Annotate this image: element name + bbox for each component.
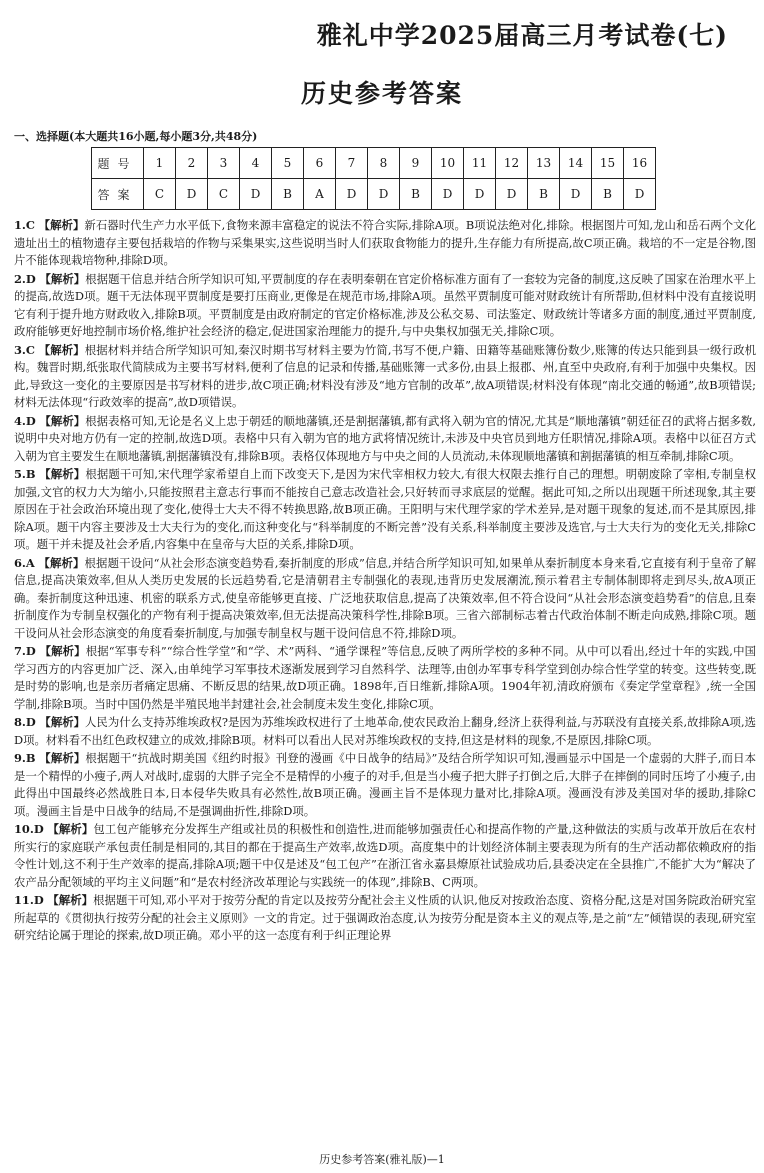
answer-table-number-row [92,148,656,179]
answer-item [14,892,756,945]
answer-cell: C [208,179,240,210]
answer-item [14,750,756,820]
answer-item [14,466,756,554]
question-number-cell: 6 [304,148,336,179]
answer-item [14,555,756,643]
answer-cell: B [272,179,304,210]
analysis-tag: 【解析】 [38,218,85,232]
analysis-tag: 【解析】 [39,413,86,428]
answer-item [14,217,756,270]
answer-item-text: 新石器时代生产力水平低下,食物来源丰富稳定的说法不符合实际,排除A项。B项说法绝对化,排除。根据图片可知,龙山和岳石两个文化遗址出土的植物遗存主要包括栽培的作物与采集果实,这些说明当时人们获取食物能力的提升,生存能力有所提高,故C项正确。栽培的不一定是谷物,图片不能体现栽培物种,排除D项。 [14,218,756,267]
question-number-cell: 9 [400,148,432,179]
question-number-cell: 15 [592,148,624,179]
question-number-cell: 5 [272,148,304,179]
answer-item-number: 6.A [14,555,35,570]
answer-cell: D [336,179,368,210]
answer-item [14,271,756,341]
answer-item-number: 10.D [14,822,44,836]
analysis-tag: 【解析】 [38,555,85,570]
answer-cell: D [464,179,496,210]
answer-item-number: 8.D [14,715,36,729]
answer-item [14,413,756,466]
answer-cell: D [176,179,208,210]
answer-item-text: 包工包产能够充分发挥生产组或社员的积极性和创造性,进而能够加强责任心和提高作物的产量,这种做法的实质与改革开放后在农村所实行的家庭联产承包责任制是相同的,其目的都在于提高生产效率,故选D项。高度集中的计划经济体制主要表现为所有的生产活动都依赖政府的指令性计划,这不利于生产效率的提高,排除A项;题干中仅是述及“包工包产”在浙江省永嘉县燎原社试验成功后,县委决定在全县推广,不能扩大为“解决了农产品分配领域的平均主义问题”和“是农村经济改革理论与实践统一的体现”,排除B、C两项。 [14,822,756,889]
question-number-cell: 13 [528,148,560,179]
answer-cell: B [400,179,432,210]
answer-item-text: 人民为什么支持苏维埃政权?是因为苏维埃政权进行了土地革命,使农民政治上翻身,经济上获得利益,与苏联没有直接关系,故排除A项,选D项。材料看不出红色政权建立的成效,排除B项。材料可以看出人民对苏维埃政权的支持,但这是材料的现象,不是原因,排除C项。 [14,715,756,747]
answer-explanations [14,217,756,946]
analysis-tag: 【解析】 [38,342,85,357]
analysis-tag: 【解析】 [39,751,86,765]
answer-item-number: 11.D [14,893,44,907]
answer-item-text: 根据表格可知,无论是名义上忠于朝廷的顺地藩镇,还是割据藩镇,都有武将入朝为官的情况,尤其是“顺地藩镇”朝廷征召的武将占据多数,说明中央对地方仍有一定的控制,故选D项。表格中只有入朝为官的地方武将情况统计,未涉及中央官员到地方任职情况,排除A项。表格中以征召方式入朝为官主要发生在顺地藩镇,割据藩镇没有,排除B项。表格仅体现地方与中央之间的人员流动,未体现顺地藩镇和割据藩镇的相互牵制,排除C项。 [14,413,756,463]
analysis-tag: 【解析】 [47,822,94,836]
school-title: 雅礼中学2025届高三月考试卷(七) [316,21,728,50]
answer-item-text: 根据“军事专科”“综合性学堂”和“学、术”两科、“通学课程”等信息,反映了两所学校的多种不同。从中可以看出,经过十年的实践,中国学习西方的内容更加广泛、深入,由单纯学习军事技术逐渐发展到学习自然科学、法理等,由创办军事专科学堂到创办综合性学堂的转变。这些转变,既是时势的影响,也是亲历者痛定思痛、不断反思的结果,故D项正确。1898年,百日维新,排除A项。1904年初,清政府颁布《奏定学堂章程》,统一全国学制,排除B项。当时中国仍然是半殖民地半封建社会,社会制度未发生变化,排除C项。 [14,644,756,711]
answer-cell: D [432,179,464,210]
answer-item [14,821,756,891]
answer-cell: D [496,179,528,210]
question-number-cell: 3 [208,148,240,179]
question-number-cell: 8 [368,148,400,179]
answer-item-number: 9.B [14,751,36,765]
answer-cell: C [144,179,176,210]
answer-item-number: 4.D [14,413,36,428]
analysis-tag: 【解析】 [39,644,86,658]
question-number-cell: 1 [144,148,176,179]
question-number-cell: 14 [560,148,592,179]
question-number-cell: 7 [336,148,368,179]
answer-item-text: 根据题干信息并结合所学知识可知,平贾制度的存在表明秦朝在官定价格标准方面有了一套较为完备的制度,这反映了国家在治理水平上的提高,故选D项。题干无法体现平贾制度是要打压商业,更像是在规范市场,排除A项。虽然平贾制度可能对财政统计有所帮助,但材料中没有直接说明它有利于提升地方财政收入,排除B项。平贾制度是由政府制定的官定价格标准,涉及公私交易、司法鉴定、财政统计等诸多方面的制度,通过平贾制度,政府能够更好地控制市场价格,维护社会经济的稳定,促进国家治理能力的提升,与中央集权加强无关,排除C项。 [14,271,756,338]
answer-item [14,714,756,749]
answer-cell: D [368,179,400,210]
answer-cell: D [560,179,592,210]
answer-item-number: 3.C [14,342,35,357]
analysis-tag: 【解析】 [47,893,94,907]
answer-item-number: 2.D [14,271,36,286]
row-label-answer: 答案 [92,179,144,210]
document-title: 历史参考答案 [300,79,463,108]
analysis-tag: 【解析】 [39,271,86,286]
analysis-tag: 【解析】 [39,467,86,481]
answer-table [91,147,656,210]
answer-item-text: 根据材料并结合所学知识可知,秦汉时期书写材料主要为竹简,书写不便,户籍、田籍等基础账簿份数少,账簿的传达只能到县一级行政机构。魏晋时期,纸张取代简牍成为主要书写材料,便利了信息的记录和传播,基础账簿一式多份,由县上报郡、州,直至中央政府,有利于加强中央集权。因此,导致这一变化的主要原因是书写材料的进步,故C项正确;材料没有涉及“地方官制的改革”,故A项错误;材料没有体现“南北交通的畅通”,故B项错误;材料无法体现“行政效率的提高”,故D项错误。 [14,342,756,409]
question-number-cell: 4 [240,148,272,179]
question-number-cell: 11 [464,148,496,179]
answer-item-number: 5.B [14,467,36,481]
answer-item-number: 7.D [14,644,36,658]
section-heading: 一、选择题(本大题共16小题,每小题3分,共48分) [14,130,258,143]
answer-cell: A [304,179,336,210]
question-number-cell: 10 [432,148,464,179]
answer-item [14,342,756,412]
question-number-cell: 16 [624,148,656,179]
answer-item-text: 根据题干可知,宋代理学家希望自上而下改变天下,是因为宋代宰相权力较大,有很大权限去推行自己的理想。明朝废除了宰相,专制皇权加强,文官的权力大为缩小,只能按照君主意志行事而不能按自己意志改造社会,只好转而寻求底层的觉醒。据此可知,之所以出现题干所述现象,其主要原因在于社会政治环境出现了变化,使得士大夫不得不转换思路,故B项正确。王阳明与宋代理学家的学术差异,是对题干现象的复述,而不是其原因,排除A项。题干内容主要涉及士大夫行为的变化,而这种变化与“科举制度的不断完善”没有关系,科举制度主要涉及选官,与士大夫行为的变化无关,排除C项。题干并未提及社会矛盾,内容集中在皇帝与大臣的关系,排除D项。 [14,467,756,551]
question-number-cell: 12 [496,148,528,179]
answer-item-text: 根据题干“抗战时期美国《纽约时报》刊登的漫画《中日战争的结局》”及结合所学知识可知,漫画显示中国是一个虚弱的大胖子,而日本是一个精悍的小瘦子,两人对战时,虚弱的大胖子完全不是精悍的小瘦子的对手,但是当小瘦子把大胖子打倒之后,大胖子在摔倒的同时压垮了小瘦子,由此得出中国最终必然战胜日本,日本侵华失败具有必然性,故B项正确。漫画主旨不是体现力量对比,排除A项。漫画没有涉及美国对华的援助,排除C项。漫画主旨是中日战争的结局,不是强调曲折性,排除D项。 [14,751,756,818]
answer-cell: D [624,179,656,210]
answer-cell: D [240,179,272,210]
answer-item-text: 根据题干设问“从社会形态演变趋势看,秦折制度的形成”信息,并结合所学知识可知,如果单从秦折制度本身来看,它直接有利于皇帝了解信息,提高决策效率,但从人类历史发展的长远趋势看,它是清朝君主专制强化的表现,违背历史发展潮流,预示着君主专制体制即将走到尽头,故A项正确。秦折制度这种迅速、机密的联系方式,使皇帝能够更直接、广泛地获取信息,提高了决策效率,但不符合设问“从社会形态演变趋势看”的信息,且秦折制度作为专制皇权强化的产物有利于提高决策效率,但无法提高决策科学性,排除B项。三省六部制标志着古代政治体制不断走向成熟,排除C项。题干设问从社会形态演变的角度看秦折制度,与加强专制皇权与题干设问信息不符,排除D项。 [14,555,756,640]
answer-cell: B [528,179,560,210]
row-label-question-number: 题号 [92,148,144,179]
answer-item-text: 根据题干可知,邓小平对于按劳分配的肯定以及按劳分配社会主义性质的认识,他反对按政治态度、资格分配,这是对国务院政治研究室所起草的《贯彻执行按劳分配的社会主义原则》一文的肯定。过于强调政治态度,认为按劳分配是资本主义的观点等,是之前“左”倾错误的表现,研究室研究结论属于理论的探索,故D项正确。邓小平的这一态度有利于纠正理论界 [14,893,756,942]
analysis-tag: 【解析】 [39,715,86,729]
question-number-cell: 2 [176,148,208,179]
answer-table-answer-row [92,179,656,210]
answer-item [14,643,756,713]
answer-item-number: 1.C [14,218,35,232]
answer-cell: B [592,179,624,210]
page-footer: 历史参考答案(雅礼版)—1 [319,1153,445,1166]
